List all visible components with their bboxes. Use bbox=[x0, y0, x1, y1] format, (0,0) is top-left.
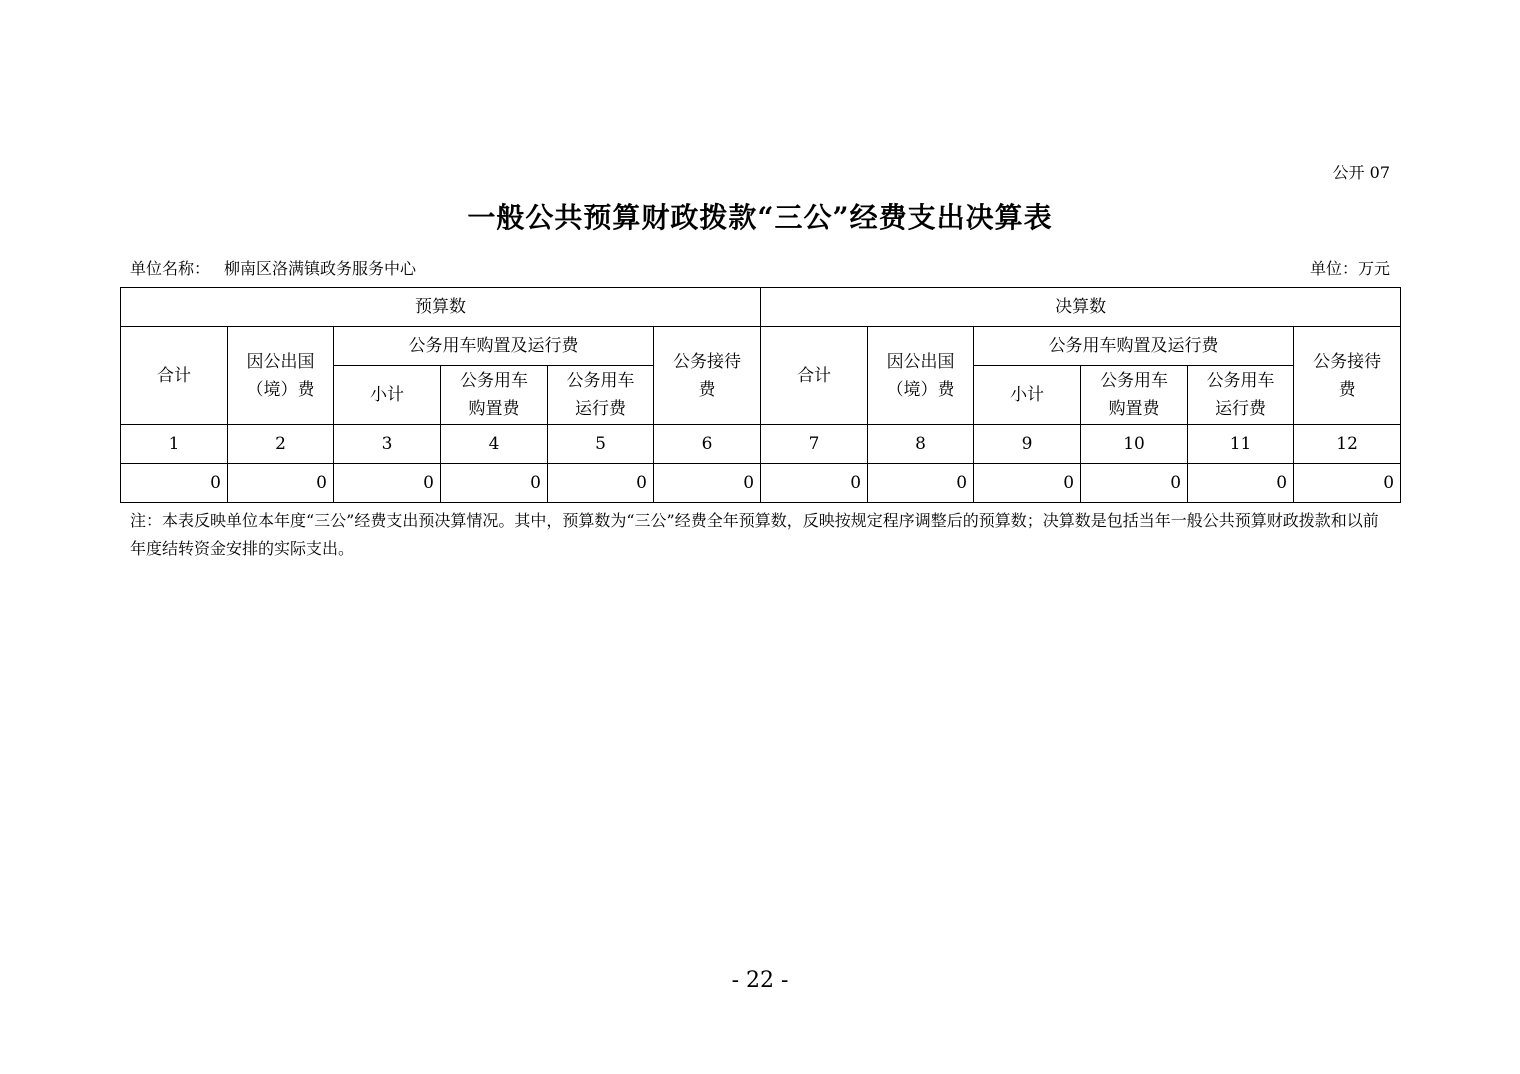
footnote: 注：本表反映单位本年度“三公”经费支出预决算情况。其中，预算数为“三公”经费全年预算数，反映按规定程序调整后的预算数；决算数是包括当年一般公共预算财政拨款和以前年度结转资金安排的实际支出。 bbox=[130, 511, 1379, 558]
final-header: 决算数 bbox=[761, 288, 1401, 327]
final-abroad-header: 因公出国 （境）费 bbox=[868, 327, 974, 425]
column-number: 4 bbox=[441, 425, 548, 464]
table-cell: 0 bbox=[441, 464, 548, 503]
budget-abroad-header: 因公出国 （境）费 bbox=[228, 327, 334, 425]
budget-subtotal-header: 小计 bbox=[334, 366, 441, 425]
budget-purchase-header: 公务用车 购置费 bbox=[441, 366, 548, 425]
table-cell: 0 bbox=[761, 464, 868, 503]
page-title: 一般公共预算财政拨款“三公”经费支出决算表 bbox=[467, 201, 1053, 234]
column-number: 11 bbox=[1188, 425, 1294, 464]
page-number: - 22 - bbox=[731, 968, 789, 993]
table-cell: 0 bbox=[121, 464, 228, 503]
budget-total-header: 合计 bbox=[121, 327, 228, 425]
document-code: 公开 07 bbox=[1332, 163, 1390, 182]
table-cell: 0 bbox=[1188, 464, 1294, 503]
value-row bbox=[121, 464, 1401, 503]
final-reception-header: 公务接待 费 bbox=[1294, 327, 1401, 425]
table-cell: 0 bbox=[1081, 464, 1188, 503]
unit-name-value: 柳南区洛满镇政务服务中心 bbox=[224, 259, 417, 278]
expense-table bbox=[120, 287, 1401, 503]
column-number: 9 bbox=[974, 425, 1081, 464]
column-number: 8 bbox=[868, 425, 974, 464]
column-number: 1 bbox=[121, 425, 228, 464]
final-subtotal-header: 小计 bbox=[974, 366, 1081, 425]
final-total-header: 合计 bbox=[761, 327, 868, 425]
unit-name-field bbox=[130, 256, 416, 279]
budget-header: 预算数 bbox=[121, 288, 761, 327]
column-number: 6 bbox=[654, 425, 761, 464]
meta-row bbox=[130, 256, 1390, 279]
column-number: 5 bbox=[548, 425, 654, 464]
table-cell: 0 bbox=[1294, 464, 1401, 503]
unit-name-label: 单位名称： bbox=[130, 259, 211, 278]
column-number: 2 bbox=[228, 425, 334, 464]
budget-reception-header: 公务接待 费 bbox=[654, 327, 761, 425]
currency-unit: 单位：万元 bbox=[1309, 259, 1390, 278]
header-row-1 bbox=[121, 288, 1401, 327]
header-row-2 bbox=[121, 327, 1401, 366]
table-cell: 0 bbox=[228, 464, 334, 503]
column-number: 3 bbox=[334, 425, 441, 464]
final-vehicle-header: 公务用车购置及运行费 bbox=[974, 327, 1294, 366]
table-cell: 0 bbox=[868, 464, 974, 503]
column-number: 10 bbox=[1081, 425, 1188, 464]
table-cell: 0 bbox=[654, 464, 761, 503]
budget-operate-header: 公务用车 运行费 bbox=[548, 366, 654, 425]
column-number-row bbox=[121, 425, 1401, 464]
table-cell: 0 bbox=[974, 464, 1081, 503]
column-number: 12 bbox=[1294, 425, 1401, 464]
final-operate-header: 公务用车 运行费 bbox=[1188, 366, 1294, 425]
final-purchase-header: 公务用车 购置费 bbox=[1081, 366, 1188, 425]
table-cell: 0 bbox=[548, 464, 654, 503]
budget-vehicle-header: 公务用车购置及运行费 bbox=[334, 327, 654, 366]
column-number: 7 bbox=[761, 425, 868, 464]
table-cell: 0 bbox=[334, 464, 441, 503]
